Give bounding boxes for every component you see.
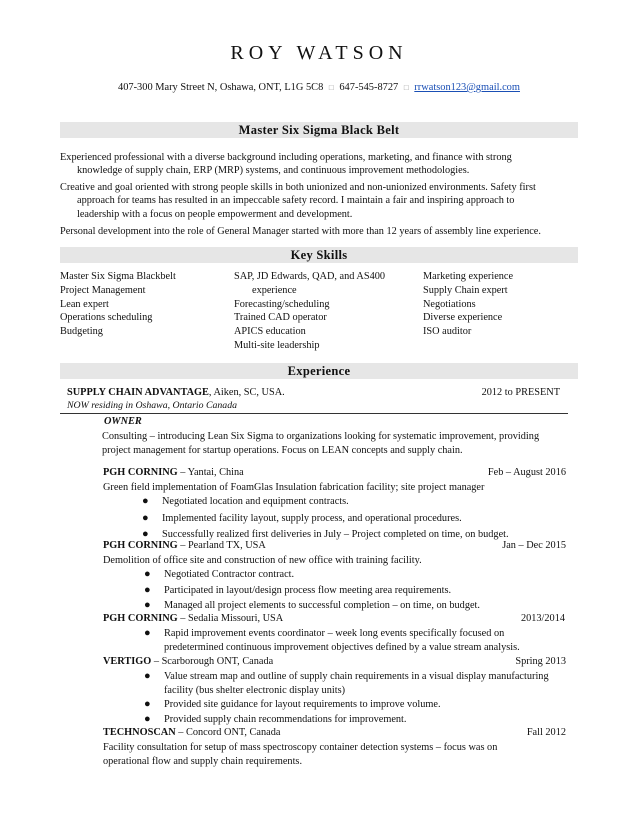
skill-item: SAP, JD Edwards, QAD, and AS400	[234, 271, 386, 282]
bullet-item	[144, 670, 572, 697]
summary-line: Creative and goal oriented with strong people skills in both unionized and non-unionized environments. Safety first	[60, 182, 536, 193]
client-description: Green field implementation of FoamGlas Insulation fabrication facility; site project manager	[103, 482, 485, 493]
skill-item: Marketing experience	[423, 271, 514, 282]
client-company: PGH CORNING	[103, 540, 178, 551]
client-description	[103, 741, 573, 768]
client-heading	[103, 727, 280, 738]
client-dates: 2013/2014	[520, 613, 565, 624]
client-description: Demolition of office site and construction of new office with training facility.	[103, 555, 422, 566]
skill-item: Budgeting	[60, 326, 103, 338]
bullet-text: Negotiated Contractor contract.	[164, 569, 295, 580]
client-company: TECHNOSCAN	[103, 727, 176, 738]
phone: 647-545-8727	[339, 82, 399, 93]
main-job-role: OWNER	[104, 416, 142, 427]
summary-line: Experienced professional with a diverse background including operations, marketing, and finance with strong	[60, 152, 512, 163]
bullet-item	[142, 495, 349, 509]
client-heading	[103, 467, 244, 478]
bullet-item	[144, 599, 480, 613]
description-line: operational flow and supply chain requirements.	[103, 755, 303, 767]
bullet-text: Participated in layout/design process flow meeting area requirements.	[164, 585, 452, 596]
bullet-text: facility (bus shelter electronic display units)	[164, 684, 345, 696]
skill-item: Diverse experience	[423, 312, 503, 324]
bullet-text: Managed all project elements to successful completion – on time, on budget.	[164, 600, 480, 611]
divider-line	[60, 413, 568, 414]
client-company: PGH CORNING	[103, 467, 178, 478]
bullet-icon: ●	[144, 584, 151, 596]
bullet-icon: ●	[142, 528, 149, 540]
bullet-text: Provided site guidance for layout requirements to improve volume.	[164, 699, 441, 710]
client-location: – Scarborough ONT, Canada	[151, 656, 274, 667]
separator-icon: □	[403, 83, 409, 92]
bullet-item	[142, 512, 462, 526]
bullet-icon: ●	[144, 568, 151, 580]
client-heading	[103, 613, 283, 624]
client-dates: Fall 2012	[526, 727, 566, 738]
client-dates: Jan – Dec 2015	[502, 540, 566, 551]
bullet-icon: ●	[144, 713, 151, 725]
bullet-icon: ●	[144, 599, 151, 611]
client-company: PGH CORNING	[103, 613, 178, 624]
bullet-icon: ●	[142, 512, 149, 524]
summary-line: Personal development into the role of General Manager started with more than 12 years of assembly line experience.	[60, 226, 541, 237]
bullet-item	[144, 568, 295, 582]
skills-column-2	[234, 270, 385, 353]
email-link[interactable]: rrwatson123@gmail.com	[414, 82, 520, 93]
summary-line: leadership with a focus on people empowerment and development.	[77, 208, 353, 220]
bullet-icon: ●	[144, 627, 151, 639]
bullet-text: Value stream map and outline of supply chain requirements in a visual display manufacturing	[164, 671, 549, 682]
summary-paragraph-1	[60, 151, 580, 178]
bullet-item	[144, 584, 452, 598]
main-job-location: , Aiken, SC, USA.	[208, 387, 285, 398]
main-job-company: SUPPLY CHAIN ADVANTAGE	[67, 387, 209, 398]
summary-line: approach for teams has resulted in an impeccable safety record. I maintain a fair and inspiring approach to	[77, 195, 515, 207]
skill-item: Project Management	[60, 284, 146, 296]
client-location: – Concord ONT, Canada	[175, 727, 281, 738]
main-job-note: NOW residing in Oshawa, Ontario Canada	[67, 400, 238, 411]
bullet-text: Implemented facility layout, supply process, and operational procedures.	[162, 513, 462, 524]
address: 407-300 Mary Street N, Oshawa, ONT, L1G 5C8	[118, 82, 324, 93]
skill-item: APICS education	[234, 326, 306, 338]
contact-line	[0, 82, 638, 93]
client-location: – Sedalia Missouri, USA	[177, 613, 284, 624]
title-band: Master Six Sigma Black Belt	[60, 122, 578, 138]
skill-item: Supply Chain expert	[423, 284, 508, 296]
client-location: – Yantai, China	[177, 467, 244, 478]
bullet-icon: ●	[142, 495, 149, 507]
skill-item: Trained CAD operator	[234, 312, 327, 324]
candidate-name: ROY WATSON	[230, 42, 408, 64]
skills-column-3	[423, 270, 513, 339]
separator-icon: □	[328, 83, 334, 92]
description-line: Consulting – introducing Lean Six Sigma to organizations looking for systematic improvement, providing	[102, 431, 540, 442]
skill-item-continued: experience	[252, 284, 297, 296]
bullet-text: Negotiated location and equipment contracts.	[162, 496, 349, 507]
main-job-dates: 2012 to PRESENT	[481, 387, 560, 398]
skill-item: Forecasting/scheduling	[234, 298, 330, 310]
bullet-item	[144, 713, 407, 727]
skill-item: Negotiations	[423, 298, 476, 310]
bullet-text: predetermined continuous improvement objectives defined by a value stream analysis.	[164, 641, 520, 653]
summary-paragraph-2	[60, 181, 580, 221]
skill-item: Multi-site leadership	[234, 339, 320, 351]
summary-line: knowledge of supply chain, ERP (MRP) systems, and continuous improvement methodologies.	[77, 165, 470, 177]
client-heading	[103, 540, 266, 551]
bullet-item	[144, 627, 572, 654]
main-job-heading	[67, 387, 285, 398]
client-dates: Spring 2013	[515, 656, 566, 667]
description-line: Facility consultation for setup of mass spectroscopy container detection systems – focus was on	[103, 742, 498, 753]
skill-item: Operations scheduling	[60, 312, 153, 324]
summary-paragraph-3	[60, 225, 580, 238]
bullet-text: Successfully realized first deliveries in July – Project completed on time, on budget.	[162, 529, 509, 540]
skill-item: Master Six Sigma Blackbelt	[60, 271, 176, 282]
client-company: VERTIGO	[103, 656, 152, 667]
client-heading	[103, 656, 273, 667]
skill-item: ISO auditor	[423, 326, 472, 338]
skills-column-1	[60, 270, 176, 339]
bullet-icon: ●	[144, 670, 151, 682]
main-job-description	[102, 430, 572, 457]
bullet-icon: ●	[144, 698, 151, 710]
skills-band: Key Skills	[60, 247, 578, 263]
bullet-text: Provided supply chain recommendations for improvement.	[164, 714, 407, 725]
skill-item: Lean expert	[60, 298, 109, 310]
client-location: – Pearland TX, USA	[177, 540, 266, 551]
client-dates: Feb – August 2016	[487, 467, 566, 478]
experience-band: Experience	[60, 363, 578, 379]
description-line: project management for startup operations. Focus on LEAN concepts and supply chain.	[102, 444, 463, 456]
bullet-text: Rapid improvement events coordinator – week long events specifically focused on	[164, 628, 505, 639]
bullet-item	[144, 698, 441, 712]
